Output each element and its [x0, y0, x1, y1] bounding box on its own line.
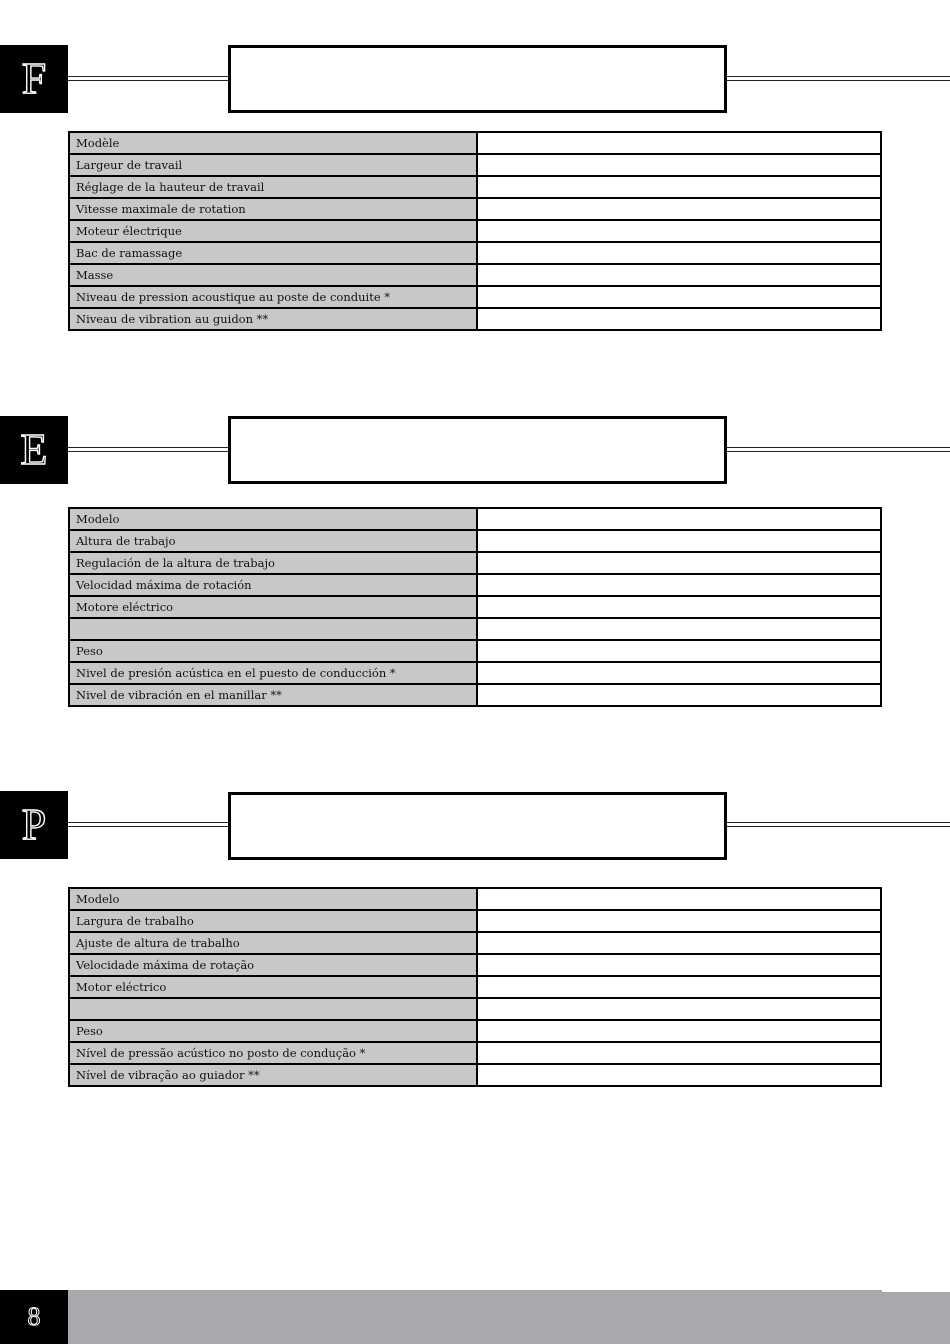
row-label: Motore eléctrico — [69, 596, 477, 618]
rule-right — [724, 76, 950, 81]
row-label: Bac de ramassage — [69, 242, 477, 264]
table-row — [69, 132, 881, 154]
table-row — [69, 618, 881, 640]
table-row — [69, 954, 881, 976]
table-row — [69, 220, 881, 242]
title-box — [228, 416, 727, 484]
footer-divider — [882, 1290, 950, 1292]
footer-bar — [0, 1290, 950, 1344]
row-label: Masse — [69, 264, 477, 286]
row-value — [477, 508, 881, 530]
row-label — [69, 998, 477, 1020]
row-value — [477, 640, 881, 662]
table-row — [69, 684, 881, 706]
table-row — [69, 596, 881, 618]
table-row — [69, 286, 881, 308]
title-box — [228, 45, 727, 113]
row-value — [477, 574, 881, 596]
language-letter: P — [21, 800, 47, 849]
row-value — [477, 954, 881, 976]
table-row — [69, 1042, 881, 1064]
table-row — [69, 552, 881, 574]
row-value — [477, 1042, 881, 1064]
page-number-box — [0, 1290, 68, 1344]
table-row — [69, 662, 881, 684]
table-row — [69, 910, 881, 932]
row-value — [477, 932, 881, 954]
table-row — [69, 508, 881, 530]
row-label: Velocidade máxima de rotação — [69, 954, 477, 976]
row-value — [477, 1020, 881, 1042]
row-value — [477, 220, 881, 242]
row-label: Vitesse maximale de rotation — [69, 198, 477, 220]
page-number: 8 — [27, 1302, 41, 1331]
row-label: Peso — [69, 1020, 477, 1042]
language-tab-e — [0, 416, 68, 484]
row-value — [477, 198, 881, 220]
spec-table-french — [68, 131, 882, 331]
table-row — [69, 640, 881, 662]
table-row — [69, 176, 881, 198]
row-label: Modelo — [69, 888, 477, 910]
rule-left — [68, 76, 228, 81]
row-label: Regulación de la altura de trabajo — [69, 552, 477, 574]
table-row — [69, 574, 881, 596]
title-box — [228, 792, 727, 860]
row-label: Modèle — [69, 132, 477, 154]
row-label: Peso — [69, 640, 477, 662]
rule-right — [724, 447, 950, 452]
row-label — [69, 618, 477, 640]
table-row — [69, 264, 881, 286]
row-value — [477, 308, 881, 330]
row-value — [477, 552, 881, 574]
row-label: Nivel de presión acústica en el puesto de conducción * — [69, 662, 477, 684]
language-letter: F — [21, 54, 47, 103]
row-value — [477, 176, 881, 198]
rule-left — [68, 447, 228, 452]
row-value — [477, 684, 881, 706]
language-tab-f — [0, 45, 68, 113]
row-value — [477, 286, 881, 308]
row-value — [477, 662, 881, 684]
table-row — [69, 530, 881, 552]
row-value — [477, 530, 881, 552]
table-row — [69, 154, 881, 176]
row-label: Nivel de vibración en el manillar ** — [69, 684, 477, 706]
row-label: Réglage de la hauteur de travail — [69, 176, 477, 198]
spec-table-portuguese — [68, 887, 882, 1087]
row-value — [477, 976, 881, 998]
rule-left — [68, 822, 228, 827]
language-tab-p — [0, 791, 68, 859]
row-value — [477, 596, 881, 618]
row-value — [477, 1064, 881, 1086]
row-label: Niveau de pression acoustique au poste de conduite * — [69, 286, 477, 308]
language-letter: E — [20, 425, 48, 474]
row-value — [477, 998, 881, 1020]
table-row — [69, 1020, 881, 1042]
table-row — [69, 888, 881, 910]
row-label: Altura de trabajo — [69, 530, 477, 552]
row-label: Velocidad máxima de rotación — [69, 574, 477, 596]
table-row — [69, 198, 881, 220]
row-value — [477, 242, 881, 264]
row-label: Modelo — [69, 508, 477, 530]
rule-right — [724, 822, 950, 827]
row-label: Largura de trabalho — [69, 910, 477, 932]
row-value — [477, 910, 881, 932]
row-label: Largeur de travail — [69, 154, 477, 176]
row-label: Nível de pressão acústico no posto de condução * — [69, 1042, 477, 1064]
table-row — [69, 308, 881, 330]
row-label: Motor eléctrico — [69, 976, 477, 998]
row-label: Ajuste de altura de trabalho — [69, 932, 477, 954]
row-value — [477, 132, 881, 154]
table-row — [69, 1064, 881, 1086]
row-value — [477, 264, 881, 286]
row-label: Nível de vibração ao guiador ** — [69, 1064, 477, 1086]
row-value — [477, 888, 881, 910]
table-row — [69, 976, 881, 998]
row-label: Moteur électrique — [69, 220, 477, 242]
row-value — [477, 618, 881, 640]
spec-table-spanish — [68, 507, 882, 707]
table-row — [69, 998, 881, 1020]
row-value — [477, 154, 881, 176]
table-row — [69, 932, 881, 954]
table-row — [69, 242, 881, 264]
row-label: Niveau de vibration au guidon ** — [69, 308, 477, 330]
